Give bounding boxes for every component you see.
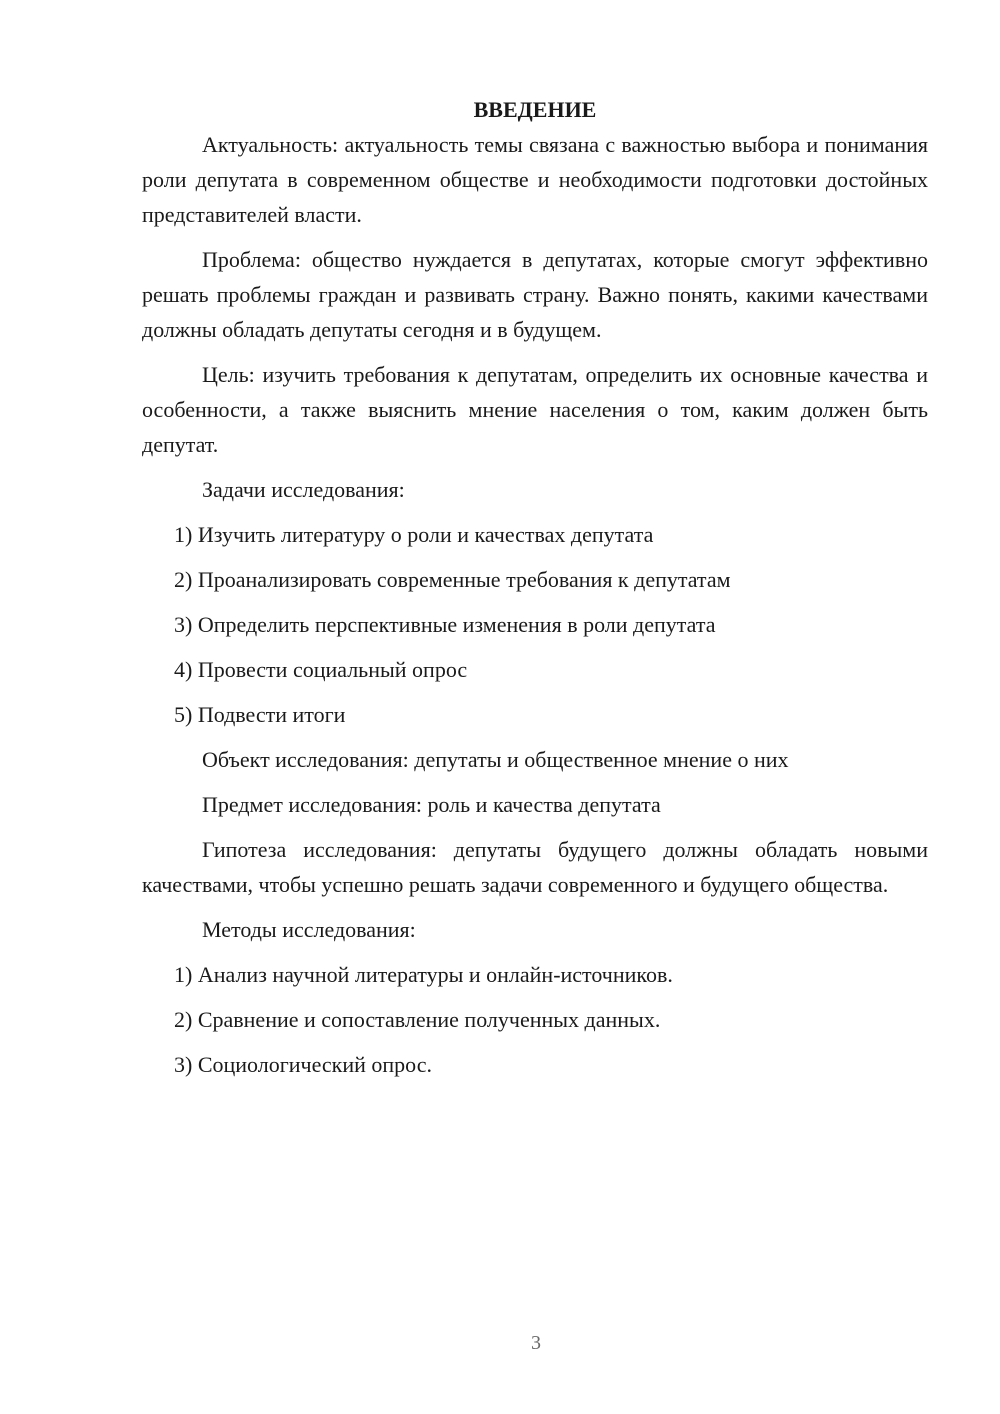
list-item: 1) Анализ научной литературы и онлайн-источников. [174,962,673,987]
methods-list [142,957,928,1082]
tasks-list [142,517,928,732]
list-item: 5) Подвести итоги [174,702,346,727]
list-item: 3) Определить перспективные изменения в роли депутата [174,612,716,637]
tasks-heading: Задачи исследования: [202,477,405,502]
section-title: ВВЕДЕНИЕ [473,97,597,122]
problem-paragraph: Проблема: общество нуждается в депутатах, которые смогут эффективно решать проблемы граждан и развивать страну. Важно понять, какими качествами должны обладать депутаты сегодня и в будущем. [142,247,928,342]
goal-paragraph: Цель: изучить требования к депутатам, определить их основные качества и особенности, а также выяснить мнение населения о том, каким должен быть депутат. [142,362,928,457]
object-line: Объект исследования: депутаты и общественное мнение о них [202,747,789,772]
hypothesis-paragraph: Гипотеза исследования: депутаты будущего должны обладать новыми качествами, чтобы успешно решать задачи современного и будущего общества. [142,837,928,897]
list-item: 4) Провести социальный опрос [174,657,468,682]
list-item: 1) Изучить литературу о роли и качествах депутата [174,522,654,547]
list-item: 3) Социологический опрос. [174,1052,432,1077]
relevance-paragraph: Актуальность: актуальность темы связана с важностью выбора и понимания роли депутата в современном обществе и необходимости подготовки достойных представителей власти. [142,132,928,227]
methods-heading: Методы исследования: [202,917,416,942]
list-item: 2) Сравнение и сопоставление полученных данных. [174,1007,661,1032]
list-item: 2) Проанализировать современные требования к депутатам [174,567,731,592]
subject-line: Предмет исследования: роль и качества депутата [202,792,661,817]
document-page [142,92,928,1082]
page-number: 3 [531,1332,541,1354]
